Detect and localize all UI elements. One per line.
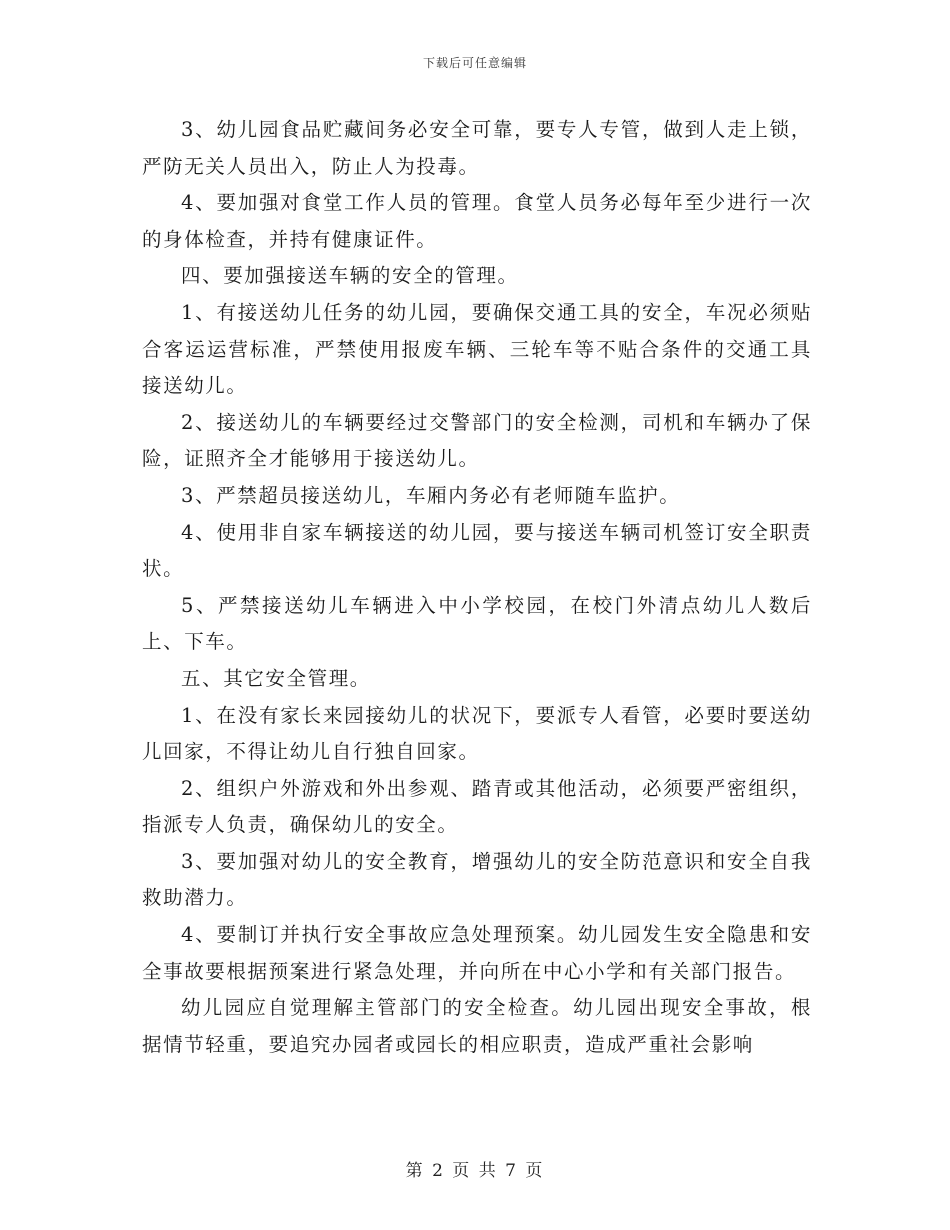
paragraph: 5、严禁接送幼儿车辆进入中小学校园，在校门外清点幼儿人数后上、下车。	[142, 593, 812, 654]
paragraph: 3、严禁超员接送幼儿，车厢内务必有老师随车监护。	[181, 483, 681, 507]
header-note: 下载后可任意编辑	[422, 56, 527, 70]
section-heading: 四、要加强接送车辆的安全的管理。	[181, 264, 519, 288]
paragraph: 3、要加强对幼儿的安全教育，增强幼儿的安全防范意识和安全自我救助潜力。	[142, 849, 812, 910]
paragraph: 幼儿园应自觉理解主管部门的安全检查。幼儿园出现安全事故，根据情节轻重，要追究办园者或园长的相应职责，造成严重社会影响	[142, 996, 812, 1056]
paragraph: 1、在没有家长来园接幼儿的状况下，要派专人看管，必要时要送幼儿回家，不得让幼儿自行独自回家。	[142, 703, 812, 764]
section-heading: 五、其它安全管理。	[181, 666, 371, 690]
paragraph: 2、接送幼儿的车辆要经过交警部门的安全检测，司机和车辆办了保险，证照齐全才能够用于接送幼儿。	[142, 410, 812, 471]
page-number: 第 2 页 共 7 页	[405, 1161, 545, 1181]
paragraph: 4、使用非自家车辆接送的幼儿园，要与接送车辆司机签订安全职责状。	[142, 520, 812, 581]
paragraph: 3、幼儿园食品贮藏间务必安全可靠，要专人专管，做到人走上锁，严防无关人员出入，防止人为投毒。	[142, 118, 812, 178]
paragraph: 4、要制订并执行安全事故应急处理预案。幼儿园发生安全隐患和安全事故要根据预案进行紧急处理，并向所在中心小学和有关部门报告。	[142, 923, 812, 983]
document-body	[142, 112, 812, 1063]
paragraph: 1、有接送幼儿任务的幼儿园，要确保交通工具的安全，车况必须贴合客运运营标准，严禁使用报废车辆、三轮车等不贴合条件的交通工具接送幼儿。	[142, 300, 812, 398]
paragraph: 2、组织户外游戏和外出参观、踏青或其他活动，必须要严密组织，指派专人负责，确保幼儿的安全。	[142, 776, 812, 837]
paragraph: 4、要加强对食堂工作人员的管理。食堂人员务必每年至少进行一次的身体检查，并持有健康证件。	[142, 191, 812, 251]
